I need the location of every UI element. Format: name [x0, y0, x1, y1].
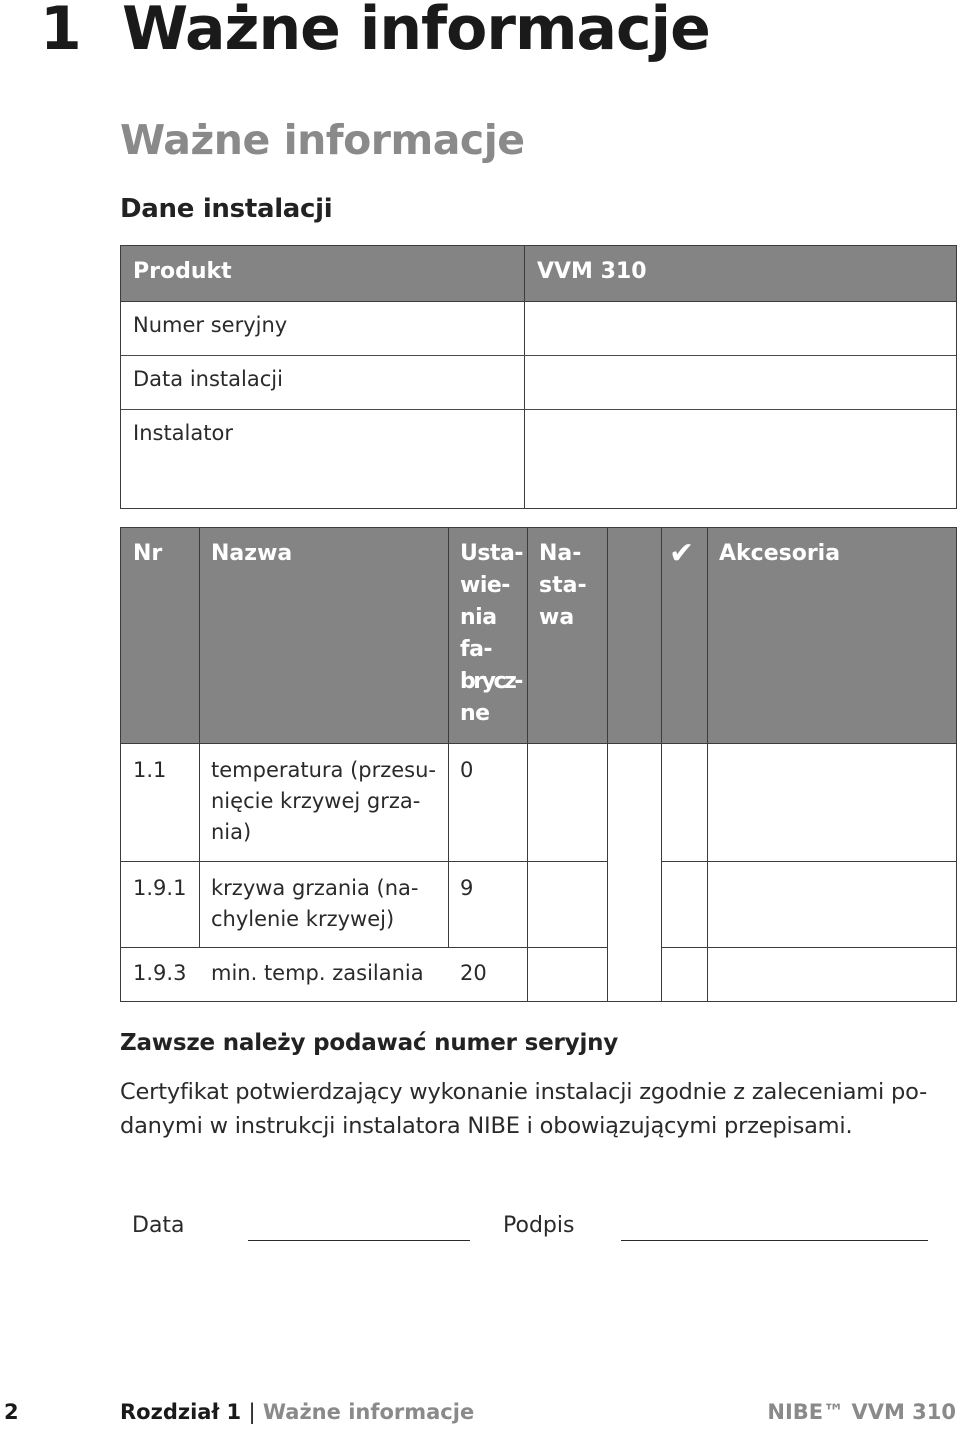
header-nr: Nr [133, 541, 163, 566]
chapter-heading [40, 0, 710, 64]
notice-title: Zawsze należy podawać numer seryjny [120, 1030, 619, 1056]
product-value: VVM 310 [537, 259, 647, 284]
header-factory-settings: Usta- wie- nia fa- brycz- ne [460, 541, 523, 726]
installer-label: Instalator [133, 421, 233, 445]
footer-separator: | [248, 1400, 256, 1424]
footer-chapter [120, 1400, 474, 1424]
header-nazwa: Nazwa [211, 541, 293, 566]
row-2-factory-value: 9 [460, 876, 474, 900]
row-divider [121, 355, 956, 356]
row-2-name: krzywa grzania (na- chylenie krzywej) [211, 876, 419, 931]
column-divider [527, 528, 528, 1001]
subsection-title: Dane instalacji [120, 194, 333, 224]
install-date-label: Data instalacji [133, 367, 283, 391]
row-1-factory-value: 0 [460, 758, 474, 782]
installation-table-header [121, 246, 956, 302]
notice-body: Certyfikat potwierdzający wykonanie instalacji zgodnie z zaleceniami po- danymi w instrukcji instalatora NIBE i obowiązującymi przepisami. [120, 1079, 927, 1139]
serial-number-label: Numer seryjny [133, 313, 288, 337]
row-divider [121, 409, 956, 410]
checkmark-icon: ✔ [669, 536, 695, 571]
header-setting: Na- sta- wa [539, 541, 587, 630]
row-3-name: min. temp. zasilania [211, 961, 424, 985]
column-divider [661, 528, 662, 1001]
signature-field[interactable] [621, 1240, 928, 1241]
product-label: Produkt [133, 259, 232, 284]
column-divider [607, 528, 608, 1001]
row-divider [121, 861, 607, 862]
installation-table [120, 245, 957, 509]
header-accessories: Akcesoria [719, 541, 841, 566]
column-divider [524, 246, 525, 508]
row-1-name: temperatura (przesu- nięcie krzywej grza- nia) [211, 758, 437, 844]
column-divider [448, 528, 449, 948]
row-3-factory-value: 20 [460, 961, 487, 985]
chapter-number: 1 [40, 0, 81, 64]
row-divider [661, 861, 956, 862]
row-3-nr: 1.9.3 [133, 961, 187, 985]
footer-chapter-label: Rozdział 1 [120, 1400, 242, 1424]
row-divider [121, 947, 607, 948]
footer-chapter-title: Ważne informacje [262, 1400, 475, 1424]
date-label: Data [132, 1213, 185, 1238]
parameters-table [120, 527, 957, 1002]
row-divider [661, 947, 956, 948]
footer-product: NIBE™ VVM 310 [767, 1400, 956, 1424]
row-2-nr: 1.9.1 [133, 876, 187, 900]
section-title: Ważne informacje [120, 116, 525, 164]
date-field[interactable] [248, 1240, 470, 1241]
row-1-nr: 1.1 [133, 758, 167, 782]
column-divider [199, 528, 200, 948]
page-number: 2 [4, 1400, 19, 1424]
signature-label: Podpis [503, 1213, 575, 1238]
chapter-title: Ważne informacje [122, 0, 710, 64]
column-divider [707, 528, 708, 1001]
